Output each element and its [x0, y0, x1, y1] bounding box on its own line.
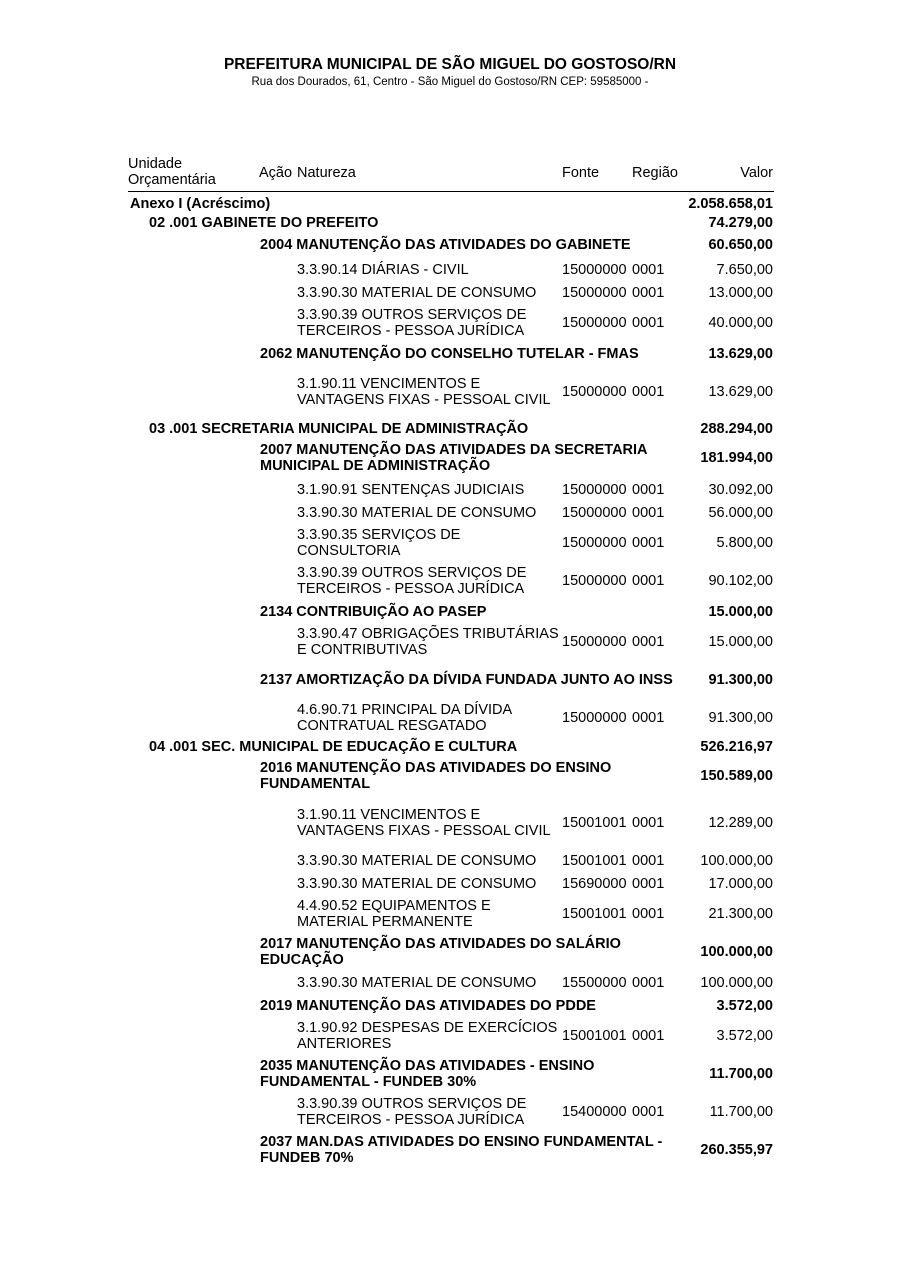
row-value: 3.572,00 — [716, 1028, 773, 1044]
column-unidade-line2: Orçamentária — [128, 172, 216, 188]
row-value: 30.092,00 — [708, 481, 773, 498]
row-fonte: 15000000 — [562, 710, 627, 726]
row-label: 3.1.90.11 VENCIMENTOS E VANTAGENS FIXAS - PESSOAL CIVIL — [297, 376, 551, 408]
row-label: 04 .001 SEC. MUNICIPAL DE EDUCAÇÃO E CULTURA — [149, 738, 518, 755]
row-label: Anexo I (Acréscimo) — [130, 195, 271, 212]
table-row-item — [128, 796, 774, 849]
row-value: 13.629,00 — [708, 384, 773, 400]
row-value: 56.000,00 — [708, 504, 773, 521]
row-fonte: 15000000 — [562, 504, 627, 521]
row-regiao: 0001 — [632, 261, 665, 278]
row-regiao: 0001 — [632, 384, 665, 400]
row-label: 2037 MAN.DAS ATIVIDADES DO ENSINO FUNDAMENTAL - FUNDEB 70% — [260, 1134, 663, 1166]
row-label: 3.3.90.30 MATERIAL DE CONSUMO — [297, 974, 537, 991]
row-regiao: 0001 — [632, 481, 665, 498]
row-label: 2004 MANUTENÇÃO DAS ATIVIDADES DO GABINETE — [260, 237, 631, 253]
table-row-action — [128, 438, 774, 478]
row-label: 02 .001 GABINETE DO PREFEITO — [149, 214, 379, 231]
table-row-item — [128, 872, 774, 895]
row-fonte: 15000000 — [562, 284, 627, 301]
table-row-action — [128, 232, 774, 258]
row-label: 4.4.90.52 EQUIPAMENTOS E MATERIAL PERMANENTE — [297, 898, 491, 930]
row-value: 40.000,00 — [708, 315, 773, 331]
row-value: 7.650,00 — [716, 261, 773, 278]
table-header — [128, 155, 774, 192]
table-row-item — [128, 562, 774, 600]
row-label: 4.6.90.71 PRINCIPAL DA DÍVIDA CONTRATUAL RESGATADO — [297, 702, 512, 734]
row-fonte: 15000000 — [562, 261, 627, 278]
row-value: 15.000,00 — [708, 603, 773, 620]
table-body — [128, 194, 774, 1169]
row-fonte: 15000000 — [562, 384, 627, 400]
row-regiao: 0001 — [632, 875, 665, 892]
row-label: 3.1.90.11 VENCIMENTOS E VANTAGENS FIXAS - PESSOAL CIVIL — [297, 806, 551, 839]
row-fonte: 15000000 — [562, 573, 627, 589]
row-label: 3.3.90.39 OUTROS SERVIÇOS DE TERCEIROS - PESSOA JURÍDICA — [297, 565, 527, 597]
row-label: 2016 MANUTENÇÃO DAS ATIVIDADES DO ENSINO FUNDAMENTAL — [260, 760, 612, 792]
row-value: 3.572,00 — [716, 997, 773, 1014]
row-label: 3.1.90.91 SENTENÇAS JUDICIAIS — [297, 481, 525, 498]
table-row-item — [128, 699, 774, 737]
row-fonte: 15000000 — [562, 535, 627, 551]
row-label: 3.3.90.30 MATERIAL DE CONSUMO — [297, 284, 537, 301]
row-regiao: 0001 — [632, 535, 665, 551]
column-fonte: Fonte — [562, 165, 600, 181]
row-label: 3.3.90.30 MATERIAL DE CONSUMO — [297, 852, 537, 869]
row-label: 2137 AMORTIZAÇÃO DA DÍVIDA FUNDADA JUNTO AO INSS — [260, 672, 673, 688]
row-regiao: 0001 — [632, 814, 665, 831]
row-value: 13.629,00 — [708, 345, 773, 362]
column-valor: Valor — [740, 165, 773, 181]
row-fonte: 15000000 — [562, 315, 627, 331]
table-row-action — [128, 661, 774, 699]
row-value: 21.300,00 — [708, 906, 773, 922]
row-fonte: 15001001 — [562, 852, 627, 869]
row-regiao: 0001 — [632, 504, 665, 521]
row-value: 91.300,00 — [708, 710, 773, 726]
row-value: 100.000,00 — [700, 852, 773, 869]
row-label: 03 .001 SECRETARIA MUNICIPAL DE ADMINISTRAÇÃO — [149, 420, 529, 437]
row-regiao: 0001 — [632, 315, 665, 331]
column-regiao: Região — [632, 165, 678, 181]
row-value: 150.589,00 — [700, 768, 773, 784]
row-fonte: 15690000 — [562, 875, 627, 892]
row-value: 526.216,97 — [700, 738, 773, 755]
row-regiao: 0001 — [632, 284, 665, 301]
row-fonte: 15001001 — [562, 814, 627, 831]
document-title: PREFEITURA MUNICIPAL DE SÃO MIGUEL DO GOSTOSO/RN — [223, 56, 677, 73]
table-row-item — [128, 971, 774, 994]
table-row-action — [128, 933, 774, 971]
table-row-item — [128, 1093, 774, 1131]
row-fonte: 15400000 — [562, 1104, 627, 1120]
row-value: 15.000,00 — [708, 634, 773, 650]
row-fonte: 15500000 — [562, 974, 627, 991]
row-value: 17.000,00 — [708, 875, 773, 892]
table-row-item — [128, 304, 774, 342]
table-row-action — [128, 342, 774, 365]
row-label: 2019 MANUTENÇÃO DAS ATIVIDADES DO PDDE — [260, 997, 596, 1014]
table-row-item — [128, 478, 774, 501]
row-regiao: 0001 — [632, 573, 665, 589]
table-row-item — [128, 1017, 774, 1055]
row-label: 3.3.90.47 OBRIGAÇÕES TRIBUTÁRIAS E CONTRIBUTIVAS — [297, 626, 559, 658]
row-fonte: 15000000 — [562, 634, 627, 650]
row-fonte: 15001001 — [562, 1028, 627, 1044]
row-fonte: 15001001 — [562, 906, 627, 922]
table-row-action — [128, 994, 774, 1017]
row-value: 100.000,00 — [700, 944, 773, 960]
row-label: 3.3.90.35 SERVIÇOS DE CONSULTORIA — [297, 527, 461, 559]
row-value: 11.700,00 — [709, 1104, 773, 1120]
table-row-item — [128, 524, 774, 562]
row-value: 288.294,00 — [700, 420, 773, 437]
row-label: 3.3.90.14 DIÁRIAS - CIVIL — [297, 261, 469, 278]
table-row-unit — [128, 737, 774, 756]
table-row-unit — [128, 419, 774, 438]
row-value: 100.000,00 — [700, 974, 773, 991]
table-row-item — [128, 281, 774, 304]
row-label: 3.3.90.39 OUTROS SERVIÇOS DE TERCEIROS - PESSOA JURÍDICA — [297, 307, 527, 339]
row-label: 2035 MANUTENÇÃO DAS ATIVIDADES - ENSINO FUNDAMENTAL - FUNDEB 30% — [260, 1058, 595, 1090]
row-label: 2062 MANUTENÇÃO DO CONSELHO TUTELAR - FMAS — [260, 345, 639, 362]
row-label: 3.3.90.30 MATERIAL DE CONSUMO — [297, 504, 537, 521]
row-regiao: 0001 — [632, 710, 665, 726]
row-value: 5.800,00 — [716, 535, 773, 551]
column-natureza: Natureza — [297, 165, 356, 181]
row-fonte: 15000000 — [562, 481, 627, 498]
row-regiao: 0001 — [632, 1104, 665, 1120]
row-label: 2007 MANUTENÇÃO DAS ATIVIDADES DA SECRETARIA MUNICIPAL DE ADMINISTRAÇÃO — [260, 442, 647, 474]
row-regiao: 0001 — [632, 906, 665, 922]
row-value: 60.650,00 — [708, 237, 773, 253]
table-row-item — [128, 895, 774, 933]
row-label: 2134 CONTRIBUIÇÃO AO PASEP — [260, 603, 487, 620]
column-unidade-line1: Unidade — [128, 156, 183, 172]
row-value: 260.355,97 — [700, 1142, 773, 1158]
row-label: 2017 MANUTENÇÃO DAS ATIVIDADES DO SALÁRIO EDUCAÇÃO — [260, 936, 621, 968]
column-acao: Ação — [259, 165, 293, 181]
row-label: 3.3.90.39 OUTROS SERVIÇOS DE TERCEIROS - PESSOA JURÍDICA — [297, 1096, 527, 1128]
row-label: 3.3.90.30 MATERIAL DE CONSUMO — [297, 875, 537, 892]
row-value: 12.289,00 — [708, 814, 773, 831]
column-unidade — [128, 156, 216, 188]
table-row-action — [128, 1131, 774, 1169]
row-regiao: 0001 — [632, 974, 665, 991]
table-row-annex — [128, 194, 774, 213]
row-value: 11.700,00 — [709, 1066, 773, 1082]
table-row-item — [128, 849, 774, 872]
row-value: 74.279,00 — [708, 214, 773, 231]
row-value: 181.994,00 — [700, 450, 773, 466]
row-value: 2.058.658,01 — [688, 195, 773, 212]
row-regiao: 0001 — [632, 852, 665, 869]
document-header — [0, 55, 900, 89]
table-row-item — [128, 623, 774, 661]
table-row-action — [128, 600, 774, 623]
table-row-unit — [128, 213, 774, 232]
table-row-item — [128, 501, 774, 524]
table-row-item — [128, 365, 774, 419]
row-label: 3.1.90.92 DESPESAS DE EXERCÍCIOS ANTERIORES — [297, 1020, 558, 1052]
row-regiao: 0001 — [632, 634, 665, 650]
row-value: 90.102,00 — [708, 573, 773, 589]
document-address: Rua dos Dourados, 61, Centro - São Miguel do Gostoso/RN CEP: 59585000 - — [251, 76, 649, 88]
table-row-item — [128, 258, 774, 281]
table-row-action — [128, 1055, 774, 1093]
row-value: 13.000,00 — [708, 284, 773, 301]
table-row-action — [128, 756, 774, 796]
row-value: 91.300,00 — [708, 672, 773, 688]
row-regiao: 0001 — [632, 1028, 665, 1044]
